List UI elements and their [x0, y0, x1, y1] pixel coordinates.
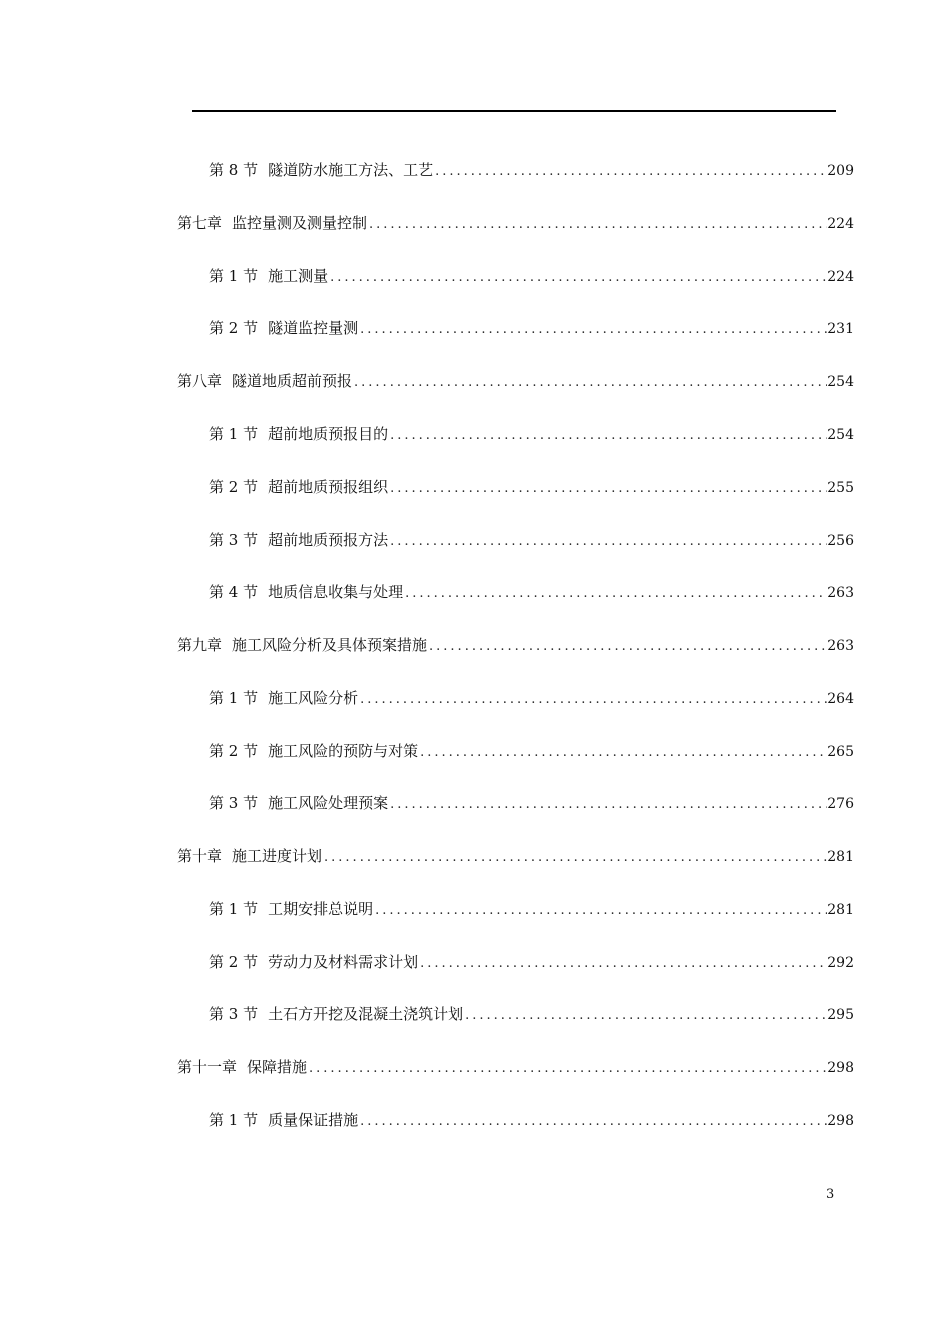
- toc-dot-leader: [367, 213, 827, 235]
- toc-entry-number: 第 1 节: [209, 900, 259, 918]
- toc-entry-title: 隧道地质超前预报: [232, 372, 353, 390]
- toc-entry[interactable]: [209, 686, 854, 710]
- toc-entry-title: 超前地质预报方法: [268, 531, 389, 549]
- toc-entry-number: 第 3 节: [209, 1005, 259, 1023]
- toc-entry-title: 施工风险分析及具体预案措施: [232, 636, 428, 654]
- toc-entry-page: 254: [827, 374, 854, 390]
- toc-entry-page: 209: [827, 163, 854, 179]
- toc-entry-number: 第 2 节: [209, 953, 259, 971]
- toc-entry-page: 281: [827, 849, 854, 865]
- toc-entry[interactable]: [209, 1108, 854, 1132]
- toc-dot-leader: [322, 846, 827, 868]
- toc-entry-page: 265: [827, 744, 854, 760]
- toc-entry[interactable]: [209, 475, 854, 499]
- toc-entry-page: 298: [827, 1060, 854, 1076]
- toc-entry-page: 292: [827, 955, 854, 971]
- toc-entry[interactable]: [177, 211, 854, 235]
- toc-entry-title: 施工风险处理预案: [268, 794, 389, 812]
- toc-entry[interactable]: [209, 580, 854, 604]
- toc-entry-title: 施工进度计划: [232, 847, 323, 865]
- toc-dot-leader: [388, 530, 827, 552]
- toc-dot-leader: [388, 477, 827, 499]
- toc-dot-leader: [427, 635, 827, 657]
- toc-entry-number: 第 3 节: [209, 794, 259, 812]
- toc-entry-page: 255: [827, 480, 854, 496]
- toc-entry-page: 298: [827, 1113, 854, 1129]
- toc-entry[interactable]: [209, 264, 854, 288]
- toc-entry[interactable]: [177, 633, 854, 657]
- toc-entry-page: 254: [827, 427, 854, 443]
- toc-entry-number: 第 1 节: [209, 425, 259, 443]
- toc-dot-leader: [388, 424, 827, 446]
- toc-entry-title: 超前地质预报目的: [268, 425, 389, 443]
- toc-dot-leader: [307, 1057, 827, 1079]
- toc-entry-title: 工期安排总说明: [268, 900, 374, 918]
- toc-entry-page: 276: [827, 796, 854, 812]
- toc-entry-title: 施工风险分析: [268, 689, 359, 707]
- toc-entry-title: 隧道监控量测: [268, 319, 359, 337]
- toc-dot-leader: [418, 952, 827, 974]
- toc-entry-title: 保障措施: [247, 1058, 308, 1076]
- toc-entry-title: 劳动力及材料需求计划: [268, 953, 419, 971]
- toc-entry-page: 264: [827, 691, 854, 707]
- toc-entry-number: 第 1 节: [209, 1111, 259, 1129]
- toc-entry-title: 地质信息收集与处理: [268, 583, 404, 601]
- toc-entry[interactable]: [209, 528, 854, 552]
- toc-dot-leader: [358, 688, 827, 710]
- toc-entry-number: 第 8 节: [209, 161, 259, 179]
- toc-entry-number: 第八章: [177, 372, 223, 390]
- toc-entry-number: 第 3 节: [209, 531, 259, 549]
- toc-dot-leader: [352, 371, 827, 393]
- toc-entry[interactable]: [209, 158, 854, 182]
- toc-entry[interactable]: [209, 422, 854, 446]
- toc-entry-number: 第 2 节: [209, 742, 259, 760]
- toc-entry-title: 土石方开挖及混凝土浇筑计划: [268, 1005, 464, 1023]
- toc-entry[interactable]: [209, 739, 854, 763]
- toc-entry-number: 第 2 节: [209, 478, 259, 496]
- toc-entry[interactable]: [209, 316, 854, 340]
- toc-entry-page: 281: [827, 902, 854, 918]
- toc-entry-title: 施工测量: [268, 267, 329, 285]
- toc-entry-number: 第 4 节: [209, 583, 259, 601]
- toc-entry-number: 第十一章: [177, 1058, 238, 1076]
- toc-dot-leader: [358, 318, 827, 340]
- toc-dot-leader: [433, 160, 827, 182]
- toc-entry-number: 第 2 节: [209, 319, 259, 337]
- toc-entry-page: 224: [827, 269, 854, 285]
- toc-entry-number: 第十章: [177, 847, 223, 865]
- page-number: 3: [826, 1187, 835, 1202]
- toc-dot-leader: [403, 582, 827, 604]
- toc-dot-leader: [418, 741, 827, 763]
- toc-entry[interactable]: [177, 369, 854, 393]
- toc-entry-page: 224: [827, 216, 854, 232]
- toc-entry[interactable]: [209, 950, 854, 974]
- toc-dot-leader: [358, 1110, 827, 1132]
- toc-entry[interactable]: [209, 1002, 854, 1026]
- toc-entry-page: 263: [827, 638, 854, 654]
- toc-entry[interactable]: [209, 897, 854, 921]
- toc-dot-leader: [373, 899, 827, 921]
- toc-entry-title: 质量保证措施: [268, 1111, 359, 1129]
- toc-entry-number: 第九章: [177, 636, 223, 654]
- toc-entry-page: 295: [827, 1007, 854, 1023]
- toc-entry-number: 第 1 节: [209, 267, 259, 285]
- toc-entry-number: 第七章: [177, 214, 223, 232]
- toc-entry-title: 监控量测及测量控制: [232, 214, 368, 232]
- toc-entry[interactable]: [209, 791, 854, 815]
- toc-entry-number: 第 1 节: [209, 689, 259, 707]
- toc-entry-title: 超前地质预报组织: [268, 478, 389, 496]
- toc-dot-leader: [388, 793, 827, 815]
- toc-entry-title: 施工风险的预防与对策: [268, 742, 419, 760]
- toc-dot-leader: [463, 1004, 827, 1026]
- toc-entry[interactable]: [177, 1055, 854, 1079]
- toc-dot-leader: [328, 266, 827, 288]
- toc-entry-title: 隧道防水施工方法、工艺: [268, 161, 434, 179]
- toc-entry-page: 231: [827, 321, 854, 337]
- toc-entry-page: 263: [827, 585, 854, 601]
- toc-entry-page: 256: [827, 533, 854, 549]
- toc-entry[interactable]: [177, 844, 854, 868]
